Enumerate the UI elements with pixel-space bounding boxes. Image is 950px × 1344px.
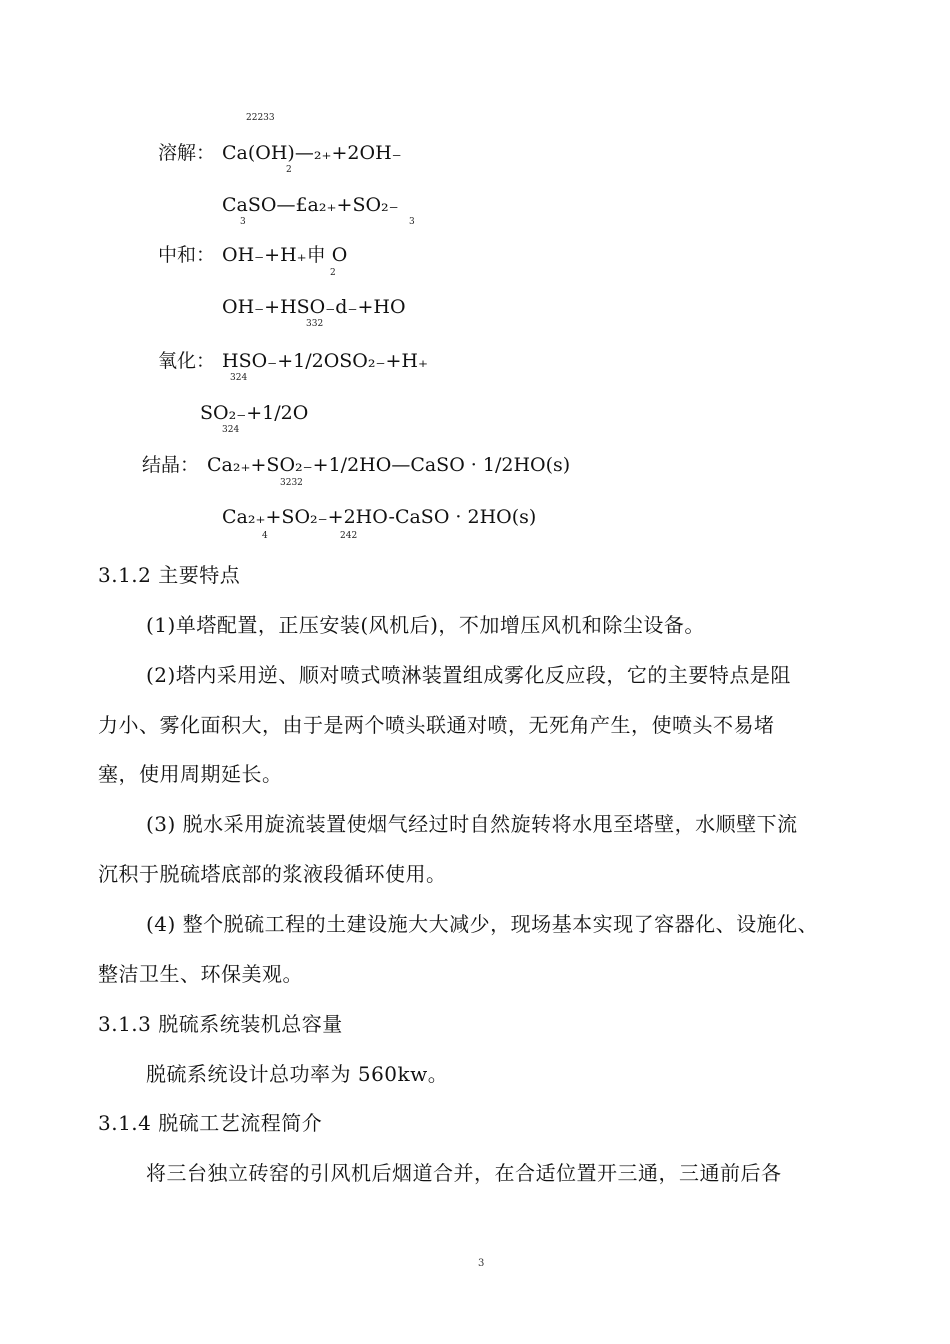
paragraph-2-line-2: 力小、雾化面积大，由于是两个喷头联通对喷，无死角产生，使喷头不易堵: [98, 713, 775, 737]
oxidation-equation-2-subscript: 324: [222, 425, 240, 435]
oxidation-label: 氧化：: [158, 350, 216, 372]
crystallization-equation-2-subscript-a: 4: [262, 531, 268, 541]
paragraph-3-line-1: (3) 脱水采用旋流装置使烟气经过时自然旋转将水甩至塔壁，水顺壁下流: [146, 812, 798, 836]
oxidation-equation-2: SO₂₋+1/2O: [200, 402, 309, 424]
neutralize-equation-1-subscript: 2: [330, 268, 336, 278]
crystallization-equation-2: Ca₂₊+SO₂₋+2HO-CaSO · 2HO(s): [222, 506, 537, 528]
section-heading-3-1-2: 3.1.2 主要特点: [98, 563, 241, 587]
dissolve-equation-2: CaSO—£a₂₊+SO₂₋: [222, 194, 399, 216]
dissolve-equation-1: Ca(OH)—₂₊+2OH₋: [222, 142, 402, 164]
dissolve-equation-2-subscript-a: 3: [240, 217, 246, 227]
section-heading-3-1-3: 3.1.3 脱硫系统装机总容量: [98, 1012, 343, 1036]
paragraph-3-line-2: 沉积于脱硫塔底部的浆液段循环使用。: [98, 862, 447, 886]
paragraph-2-line-1: (2)塔内采用逆、顺对喷式喷淋装置组成雾化反应段，它的主要特点是阻: [146, 663, 791, 687]
section-3-1-3-text: 脱硫系统设计总功率为 560kw。: [146, 1062, 449, 1086]
crystallization-equation-1-subscript: 3232: [280, 478, 303, 488]
page-number: 3: [478, 1258, 485, 1269]
crystallization-label: 结晶：: [142, 454, 200, 476]
dissolve-subscripts-top: 22233: [246, 113, 275, 123]
section-3-1-4-text: 将三台独立砖窑的引风机后烟道合并，在合适位置开三通，三通前后各: [146, 1161, 782, 1185]
paragraph-4-line-2: 整洁卫生、环保美观。: [98, 962, 303, 986]
crystallization-equation-1: Ca₂₊+SO₂₋+1/2HO—CaSO · 1/2HO(s): [207, 454, 571, 476]
paragraph-1: (1)单塔配置，正压安装(风机后)，不加增压风机和除尘设备。: [146, 613, 705, 637]
section-heading-3-1-4: 3.1.4 脱硫工艺流程简介: [98, 1111, 323, 1135]
neutralize-equation-2-subscript: 332: [306, 319, 324, 329]
neutralize-equation-1: OH₋+H₊申 O: [222, 244, 348, 266]
paragraph-2-line-3: 塞，使用周期延长。: [98, 762, 283, 786]
dissolve-equation-1-subscript: 2: [286, 165, 292, 175]
oxidation-equation-1-subscript: 324: [230, 373, 248, 383]
oxidation-equation-1: HSO₋+1/2OSO₂₋+H₊: [222, 350, 429, 372]
dissolve-label: 溶解：: [158, 142, 216, 164]
neutralize-label: 中和：: [158, 244, 216, 266]
paragraph-4-line-1: (4) 整个脱硫工程的土建设施大大减少，现场基本实现了容器化、设施化、: [146, 912, 819, 936]
dissolve-equation-2-subscript-b: 3: [409, 217, 415, 227]
neutralize-equation-2: OH₋+HSO₋d₋+HO: [222, 296, 406, 318]
crystallization-equation-2-subscript-b: 242: [340, 531, 358, 541]
